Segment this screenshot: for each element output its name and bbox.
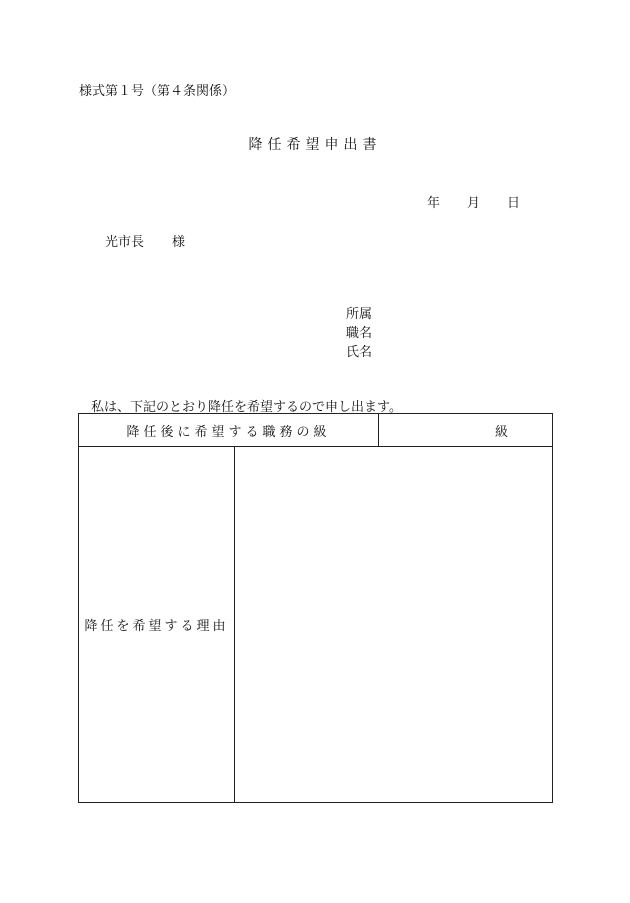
grade-suffix: 級: [495, 424, 509, 440]
date-year-label: 年: [427, 196, 441, 211]
affiliation-label: 所属: [346, 307, 373, 322]
request-statement: 私は、下記のとおり降任を希望するので申し出ます。: [91, 400, 402, 415]
reason-label: 降任を希望する理由: [79, 447, 235, 803]
desired-grade-field[interactable]: [379, 414, 553, 447]
document-title: 降任希望申出書: [248, 137, 382, 153]
addressee-name: 光市長: [105, 235, 145, 250]
desired-grade-label: 降任後に希望する職務の級: [79, 414, 379, 447]
table-row: [79, 414, 553, 447]
addressee-honorific: 様: [172, 235, 186, 250]
table-row: [79, 447, 553, 803]
form-number: 様式第１号（第４条関係）: [79, 84, 236, 99]
date-month-label: 月: [467, 196, 481, 211]
reason-field[interactable]: [235, 447, 553, 803]
request-table: [78, 413, 553, 803]
position-label: 職名: [346, 326, 373, 341]
name-label: 氏名: [346, 345, 373, 360]
date-day-label: 日: [507, 196, 521, 211]
